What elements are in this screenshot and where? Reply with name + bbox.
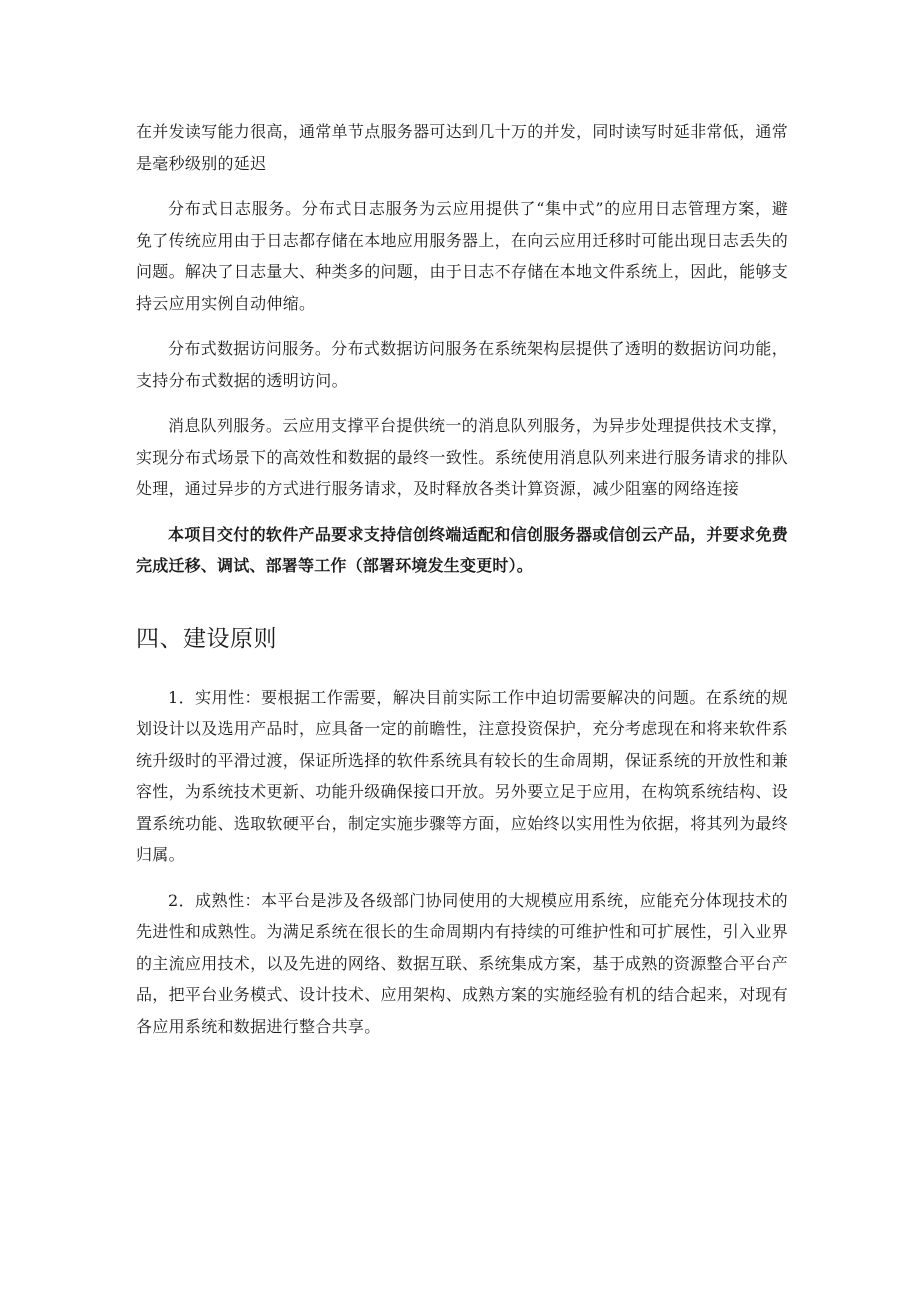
principle-practicality: 1．实用性：要根据工作需要，解决目前实际工作中迫切需要解决的问题。在系统的规划设计以及选用产品时，应具备一定的前瞻性，注意投资保护，充分考虑现在和将来软件系统升级时的平滑过渡，保证所选择的软件系统具有较长的生命周期，保证系统的开放性和兼容性，为系统技术更新、功能升级确保接口开放。另外要立足于应用，在构筑系统结构、设置系统功能、选取软硬平台，制定实施步骤等方面，应始终以实用性为依据，将其列为最终归属。 [136, 687, 789, 864]
paragraph-requirement-bold: 本项目交付的软件产品要求支持信创终端适配和信创服务器或信创云产品，并要求免费完成迁移、调试、部署等工作（部署环境发生变更时）。 [136, 524, 788, 575]
document-page [136, 116, 788, 1042]
principle-maturity: 2．成熟性：本平台是涉及各级部门协同使用的大规模应用系统，应能充分体现技术的先进性和成熟性。为满足系统在很长的生命周期内有持续的可维护性和可扩展性，引入业界的主流应用技术，以及先进的网络、数据互联、系统集成方案，基于成熟的资源整合平台产品，把平台业务模式、设计技术、应用架构、成熟方案的实施经验有机的结合起来，对现有各应用系统和数据进行整合共享。 [136, 890, 789, 1036]
paragraph-message-queue: 消息队列服务。云应用支撑平台提供统一的消息队列服务，为异步处理提供技术支撑，实现分布式场景下的高效性和数据的最终一致性。系统使用消息队列来进行服务请求的排队处理，通过异步的方式进行服务请求，及时释放各类计算资源，减少阻塞的网络连接 [136, 416, 789, 498]
paragraph-data-access: 分布式数据访问服务。分布式数据访问服务在系统架构层提供了透明的数据访问功能，支持分布式数据的透明访问。 [136, 339, 788, 390]
section-heading: 四、建设原则 [136, 625, 277, 652]
paragraph-log-service: 分布式日志服务。分布式日志服务为云应用提供了“集中式”的应用日志管理方案，避免了传统应用由于日志都存储在本地应用服务器上，在向云应用迁移时可能出现日志丢失的问题。解决了日志量大、种类多的问题，由于日志不存储在本地文件系统上，因此，能够支持云应用实例自动伸缩。 [136, 199, 789, 313]
paragraph-continuation: 在并发读写能力很高，通常单节点服务器可达到几十万的并发，同时读写时延非常低，通常是毫秒级别的延迟 [136, 122, 789, 173]
